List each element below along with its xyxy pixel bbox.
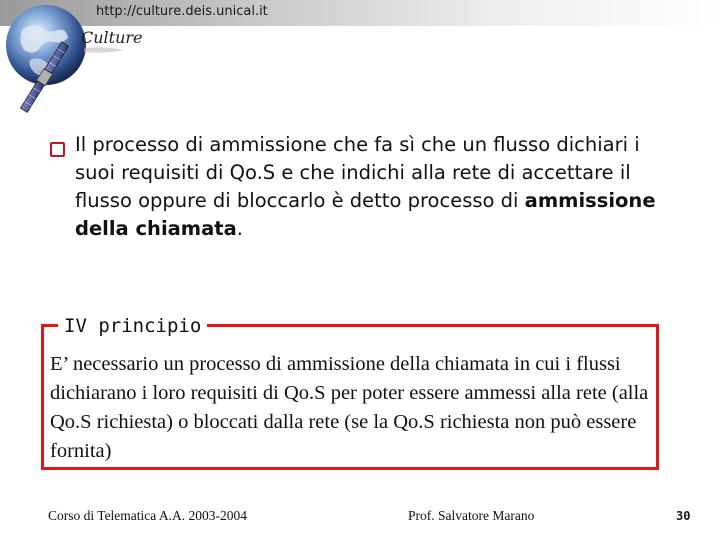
footer-course: Corso di Telematica A.A. 2003-2004 xyxy=(48,508,248,523)
bullet-text-end: . xyxy=(236,217,243,240)
bullet-text-bold: ammissione della chiamata xyxy=(75,189,656,240)
bullet-paragraph xyxy=(75,131,675,243)
page-number: 30 xyxy=(676,509,691,523)
principle-text: E’ necessario un processo di ammissione della chiamata in cui i flussi dichiarano i loro requisiti di Qo.S per poter essere ammessi alla rete (alla Qo.S richiesta) o bloccati dalla rete (se la Qo.S richiesta non può essere fornita) xyxy=(50,353,649,462)
bullet-text-main: Il processo di ammissione che fa sì che un flusso dichiari i suoi requisiti di Qo.S e che indichi alla rete di accettare il flusso oppure di bloccarlo è detto processo di xyxy=(75,133,640,212)
logo-text: Culture xyxy=(81,28,143,47)
square-bullet-icon xyxy=(50,142,65,157)
footer-author: Prof. Salvatore Marano xyxy=(408,508,535,523)
header-url: http://culture.deis.unical.it xyxy=(96,4,268,19)
principle-title: IV principio xyxy=(58,313,207,339)
globe-satellite-logo-icon xyxy=(0,0,140,125)
